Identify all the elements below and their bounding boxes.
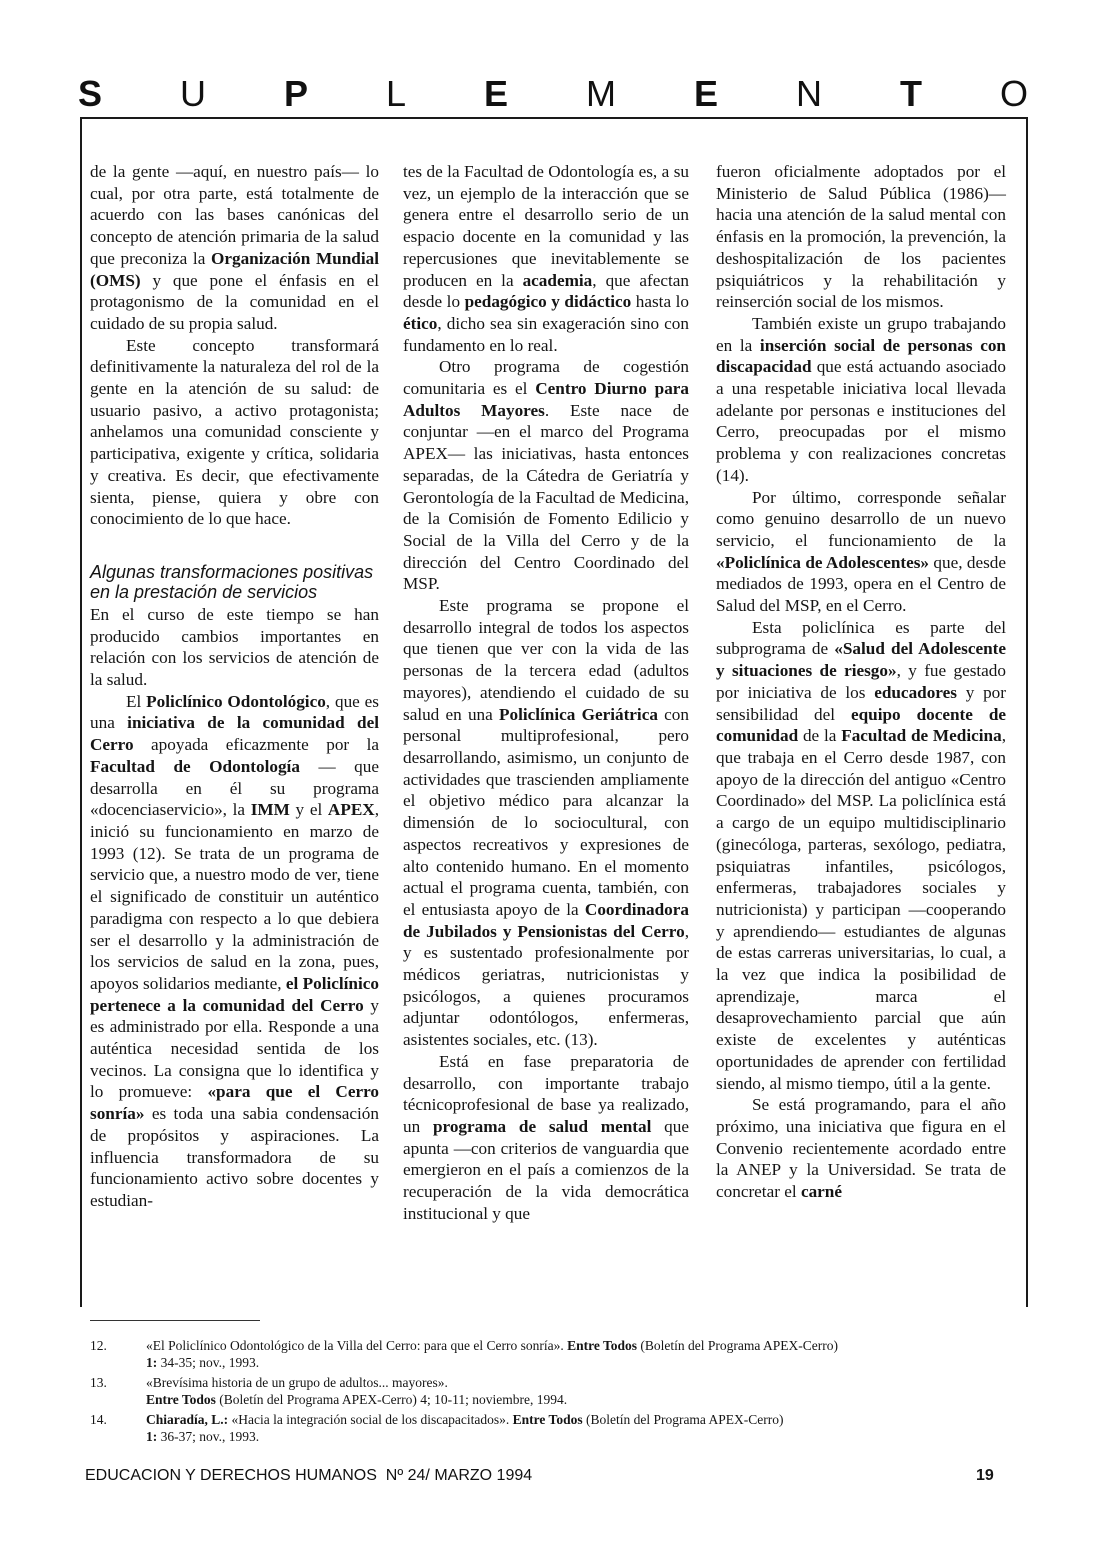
paragraph [90,691,379,1212]
text-run: , que es una [90,691,379,733]
bold-run: Facultad de Medicina [841,726,1002,746]
text-run: , y es sustentado profesionalmente por médicos geriatras, nutricionistas y psicólogos, a quienes procuramos adjuntar odontólogos, enfermeras, asistentes sociales, etc. (13). [403,921,689,1050]
text-run: Está en fase preparatoria de desarrollo, con importante trabajo técnicoprofesional de base ya realizado, un [403,1051,689,1136]
paragraph: fueron oficialmente adoptados por el Ministerio de Salud Pública (1986)— hacia una atención de la salud mental con énfasis en la promoción, la prevención, la deshospitalización de los pacientes psiquiátricos y la rehabilitación y reinserción social de los mismos. [716,162,1006,312]
text-run: es toda una sabia condensación de propósitos y aspiraciones. La influencia transformadora de su funcionamiento activo sobre docentes y estudian- [90,1104,379,1210]
text-run: tes de la Facultad de Odontología es, a su vez, un ejemplo de la interacción que se genera entre el desarrollo serio de un espacio docente en la comunidad y las repercusiones que inevitablemente se producen en la [403,162,689,290]
text-run: y el [289,800,328,820]
text-run: «Brevísima historia de un grupo de adultos... mayores». [146,1375,448,1390]
paragraph [403,595,689,1051]
text-run: También existe un grupo trabajando en la [716,313,1006,355]
paragraph [716,617,1006,1094]
paragraph [90,161,379,335]
bold-run: ético [403,313,438,333]
bold-run: carné [800,1182,842,1202]
text-run: (Boletín del Programa APEX-Cerro) 4; 10-11; noviembre, 1994. [215,1392,568,1407]
footnote [90,1374,1010,1408]
bold-run: Entre Todos [146,1392,216,1407]
bold-run: inserción social de personas con discapacidad [716,335,1006,377]
paragraph [403,161,689,356]
footnote [90,1411,1010,1445]
text-run: , que afectan desde lo [403,270,689,312]
paragraph: En el curso de este tiempo se han producido cambios importantes en relación con los servicios de atención de la salud. [90,604,379,690]
bold-run: Organización Mundial (OMS) [90,248,380,290]
masthead-letter: S [78,73,103,114]
bold-run: Coordinadora de Jubilados y Pensionistas del Cerro [403,899,689,941]
column-2 [403,161,689,1224]
footnote-rule [90,1320,260,1321]
bold-run: Entre Todos [512,1412,583,1427]
bold-run: programa de salud mental [432,1116,652,1136]
text-run: de la gente —aquí, en nuestro país— lo cual, por otra parte, está totalmente de acuerdo con las bases canónicas del concepto de atención primaria de la salud que preconiza la [90,162,379,268]
masthead [78,66,1028,122]
column-1 [90,161,379,1212]
text-run: — que desarrolla en él su programa «docenciaservicio», la [90,756,379,820]
text-run: El [126,691,147,711]
text-run: hasta lo [631,292,689,312]
bold-run: 1: [146,1355,158,1370]
masthead-letter: E [484,73,509,114]
text-run: 34-35; nov., 1993. [157,1355,260,1370]
text-run: Otro programa de cogestión comunitaria es el [403,357,689,399]
bold-run: «Policlínica de Adolescentes» [716,552,930,572]
text-run: . Este nace de conjuntar —en el marco del Programa APEX— las iniciativas, hasta entonces separadas, de la Cátedra de Geriatría y Gerontología de la Facultad de Medicina, de la Comisión de Fomento Edilicio y Social de la Villa del Cerro y de la dirección del Centro Coordinado del MSP. [403,400,690,594]
bold-run: «Salud del Adolescente y situaciones de riesgo» [716,639,1006,681]
masthead-letter: O [999,73,1028,114]
bold-run: academia [522,270,593,290]
text-run: y que pone el énfasis en el protagonismo de la comunidad en el cuidado de su propia salud. [90,270,379,333]
text-run: apoyada eficazmente por la [133,735,379,755]
paragraph: Este concepto transformará definitivamente la naturaleza del rol de la gente en la atención de su salud: de usuario pasivo, a activo protagonista; anhelamos una comunidad consciente y participativa, exigente y crítica, solidaria y creativa. Es decir, que efectivamente sienta, piense, quiera y obre con conocimiento de lo que hace. [90,335,379,529]
text-run: , que trabaja en el Cerro desde 1987, con apoyo de la dirección del antiguo «Centro Coordinado» del MSP. La policlínica está a cargo de un equipo multidisciplinario (ginecóloga, parteras, sexólogo, pediatra, psiquiatras infantiles, psicólogos, enfermeras, trabajadores sociales y nutricionista) y participan —cooperando y aprendiendo— estudiantes de algunas de estas carreras universitarias, lo cual, a la vez que indica la posibilidad de aprendizaje, marca el desaprovechamiento parcial que aún existe de excelentes y auténticas oportunidades de aprender con fertilidad siendo, al mismo tiempo, útil a la gente. [716,726,1006,1093]
masthead-letter: M [586,73,616,114]
bold-run: Policlínico Odontológico [146,691,326,711]
text-run: Por último, corresponde señalar como genuino desarrollo de un nuevo servicio, el funcionamiento de la [716,487,1006,550]
footnote-text [146,1411,1010,1445]
masthead-letter: N [795,73,822,114]
masthead-letter: U [180,73,206,114]
text-run: y por sensibilidad del [716,682,1006,724]
bold-run: equipo docente de comunidad [716,704,1007,746]
paragraph [403,1051,689,1225]
bold-run: 1: [146,1429,158,1444]
text-run: Se está programando, para el año próximo, una iniciativa que figura en el Convenio recientemente acordado entre la ANEP y la Universidad. Se trata de concretar el [716,1095,1006,1202]
footnote-text [146,1337,1010,1371]
text-run: que, desde mediados de 1993, opera en el Centro de Salud del MSP, en el Cerro. [716,552,1006,616]
paragraph [716,313,1006,487]
bold-run: Facultad de Odontología [90,756,300,776]
text-run: que está actuando asociado a una respetable iniciativa local llevada adelante por personas e instituciones del Cerro, preocupadas por el mismo problema y con realizaciones concretas (14). [716,357,1006,485]
masthead-letter: P [283,73,308,114]
text-run: Esta policlínica es parte del subprograma de [716,617,1006,659]
text-run: «El Policlínico Odontológico de la Villa del Cerro: para que el Cerro sonría». [146,1338,568,1353]
section-subheading: Algunas transformaciones positivas en la prestación de servicios [90,561,374,602]
bold-run: el Policlínico pertenece a la comunidad del Cerro [90,973,379,1015]
footnote [90,1337,1010,1371]
page-number: 19 [976,1467,994,1484]
footnote-number: 12. [90,1338,107,1353]
text-run: 36-37; nov., 1993. [157,1429,260,1444]
bold-run: educadores [874,682,957,702]
text-run: , dicho sea sin exageración sino con fundamento en lo real. [403,313,689,355]
paragraph [716,1094,1006,1203]
text-run: y es administrado por ella. Responde a una auténtica necesidad sentida de los vecinos. La consigna que lo identifica y lo promueve: [90,995,380,1102]
masthead-letter: L [385,73,407,114]
bold-run: Policlínica Geriátrica [498,704,658,724]
bold-run: IMM [250,800,290,820]
bold-run: pedagógico y didáctico [464,292,632,312]
bold-run: APEX [327,800,375,820]
footnote-number: 14. [90,1412,107,1427]
bold-run: «para que el Cerro sonría» [90,1082,380,1124]
bold-run: Chiaradía, L.: [146,1412,229,1427]
text-run: , y fue gestado por iniciativa de los [716,661,1006,702]
text-run: «Hacia la integración social de los discapacitados». [228,1412,513,1427]
masthead-letter: E [693,73,718,114]
paragraph [403,356,689,595]
text-run: (Boletín del Programa APEX-Cerro) [582,1412,784,1427]
bold-run: Centro Diurno para Adultos Mayores [403,379,690,420]
text-run: que apunta —con criterios de vanguardia que emergieron en el país a comienzos de la recuperación de la vida democrática institucional y que [403,1116,689,1223]
masthead-letter: T [899,73,922,114]
text-run: (Boletín del Programa APEX-Cerro) [637,1338,838,1353]
text-run: de la [798,726,842,746]
paragraph [716,487,1006,617]
text-run: , inició su funcionamiento en marzo de 1993 (12). Se trata de un programa de servicio que, a nuestro modo de ver, tiene el significado de constituir un auténtico paradigma con respecto a lo que debiera ser el desarrollo y la administración de los servicios de salud en la zona, pues, apoyos solidarios mediante, [90,800,380,993]
footnote-number: 13. [90,1375,107,1390]
text-run: Este programa se propone el desarrollo integral de todos los aspectos que tienen que ver con la vida de las personas de la tercera edad (adultos mayores), atendiendo el cuidado de su salud en una [403,596,689,724]
column-3 [716,161,1006,1203]
text-run: con personal multiprofesional, pero desarrollando, asimismo, un conjunto de actividades que trascienden ampliamente el objetivo médico para alcanzar la dimensión de lo sociocultural, con aspectos recreativos y expresiones de alto contenido humano. En el momento actual el programa cuenta, también, con el entusiasta apoyo de la [403,704,689,919]
footnotes [90,1337,1010,1448]
footnote-text [146,1374,1010,1408]
bold-run: iniciativa de la comunidad del Cerro [90,713,379,755]
publication-footer: EDUCACION Y DERECHOS HUMANOS Nº 24/ MARZO 1994 [85,1467,533,1484]
bold-run: Entre Todos [567,1338,637,1353]
